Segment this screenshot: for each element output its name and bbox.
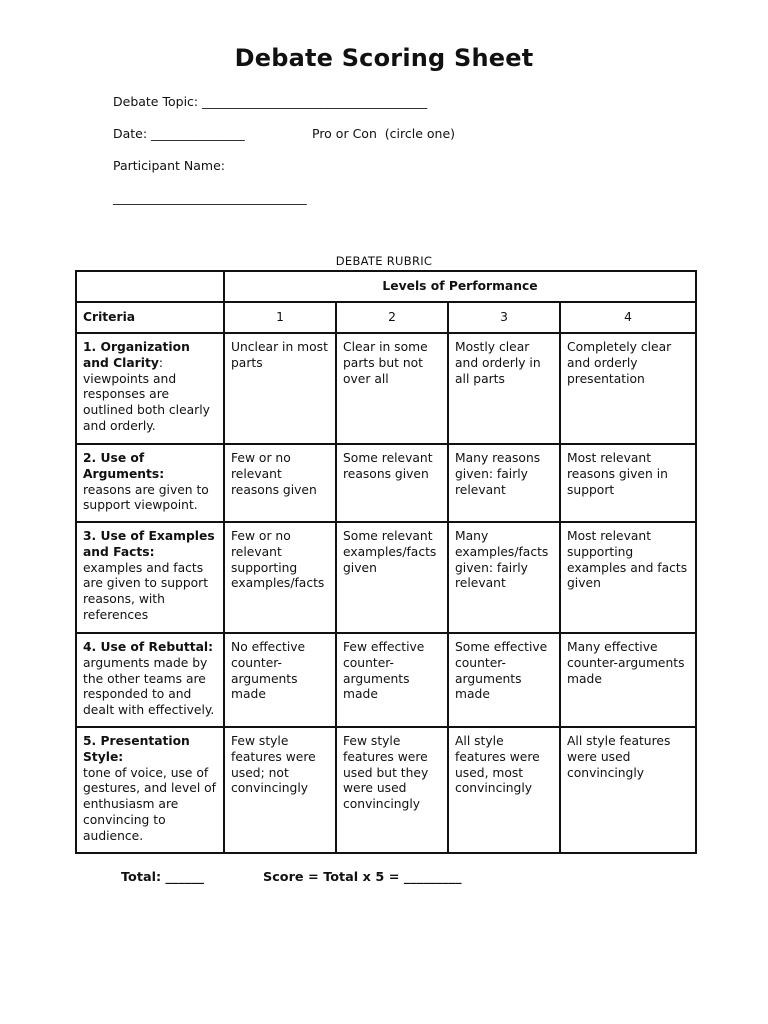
rubric-cell: Few or no relevant supporting examples/facts [224, 522, 336, 633]
criteria-cell [76, 522, 224, 633]
table-header-row [76, 271, 696, 302]
rubric-cell: Most relevant supporting examples and facts given [560, 522, 696, 633]
levels-of-performance-header: Levels of Performance [224, 271, 696, 302]
empty-header-cell [76, 271, 224, 302]
rubric-cell: Completely clear and orderly presentation [560, 333, 696, 444]
criteria-cell [76, 633, 224, 727]
table-subheader-row [76, 302, 696, 333]
debate-rubric-table [75, 270, 697, 854]
criteria-title: 2. Use of Arguments: [83, 451, 165, 481]
criteria-cell [76, 444, 224, 522]
participant-name-label: Participant Name: [113, 158, 225, 173]
criteria-description: viewpoints and responses are outlined both clearly and orderly. [83, 371, 210, 433]
table-row [76, 444, 696, 522]
pro-con-field: Pro or Con (circle one) [312, 126, 456, 141]
criteria-description: arguments made by the other teams are responded to and dealt with effectively. [83, 655, 215, 718]
level-header-1: 1 [224, 302, 336, 333]
criteria-title: 4. Use of Rebuttal: [83, 640, 214, 654]
rubric-cell: Few or no relevant reasons given [224, 444, 336, 522]
table-row [76, 333, 696, 444]
rubric-cell: Few style features were used but they were used convincingly [336, 727, 448, 853]
rubric-cell: Some relevant reasons given [336, 444, 448, 522]
table-row [76, 727, 696, 853]
page-title: Debate Scoring Sheet [234, 44, 534, 72]
criteria-header: Criteria [76, 302, 224, 333]
rubric-cell: Mostly clear and orderly in all parts [448, 333, 560, 444]
level-header-4: 4 [560, 302, 696, 333]
level-header-3: 3 [448, 302, 560, 333]
rubric-cell: No effective counter-arguments made [224, 633, 336, 727]
rubric-cell: Some relevant examples/facts given [336, 522, 448, 633]
criteria-title: 3. Use of Examples and Facts: [83, 529, 215, 559]
level-header-2: 2 [336, 302, 448, 333]
table-row [76, 633, 696, 727]
rubric-cell: Clear in some parts but not over all [336, 333, 448, 444]
criteria-cell [76, 333, 224, 444]
rubric-cell: Most relevant reasons given in support [560, 444, 696, 522]
criteria-cell [76, 727, 224, 853]
rubric-cell: Many effective counter-arguments made [560, 633, 696, 727]
participant-name-line: _______________________________ [113, 190, 307, 205]
criteria-title: 1. Organization and Clarity [83, 340, 190, 370]
criteria-description: tone of voice, use of gestures, and level of enthusiasm are convincing to audience. [83, 765, 217, 843]
total-field: Total: ______ [121, 870, 204, 885]
score-field: Score = Total x 5 = _________ [263, 870, 462, 885]
rubric-cell: Many reasons given: fairly relevant [448, 444, 560, 522]
criteria-description: examples and facts are given to support reasons, with references [83, 560, 209, 622]
rubric-cell: Unclear in most parts [224, 333, 336, 444]
date-field: Date: _______________ [113, 126, 245, 141]
criteria-suffix: : [158, 355, 164, 370]
rubric-cell: All style features were used, most convincingly [448, 727, 560, 853]
rubric-caption: DEBATE RUBRIC [335, 254, 433, 268]
debate-topic-field: Debate Topic: ____________________________________ [113, 94, 428, 109]
criteria-title: 5. Presentation Style: [83, 734, 190, 764]
rubric-cell: Few style features were used; not convincingly [224, 727, 336, 853]
rubric-cell: Few effective counter-arguments made [336, 633, 448, 727]
criteria-description: reasons are given to support viewpoint. [83, 482, 209, 513]
rubric-cell: Some effective counter-arguments made [448, 633, 560, 727]
rubric-cell: All style features were used convincingly [560, 727, 696, 853]
table-row [76, 522, 696, 633]
rubric-cell: Many examples/facts given: fairly relevant [448, 522, 560, 633]
